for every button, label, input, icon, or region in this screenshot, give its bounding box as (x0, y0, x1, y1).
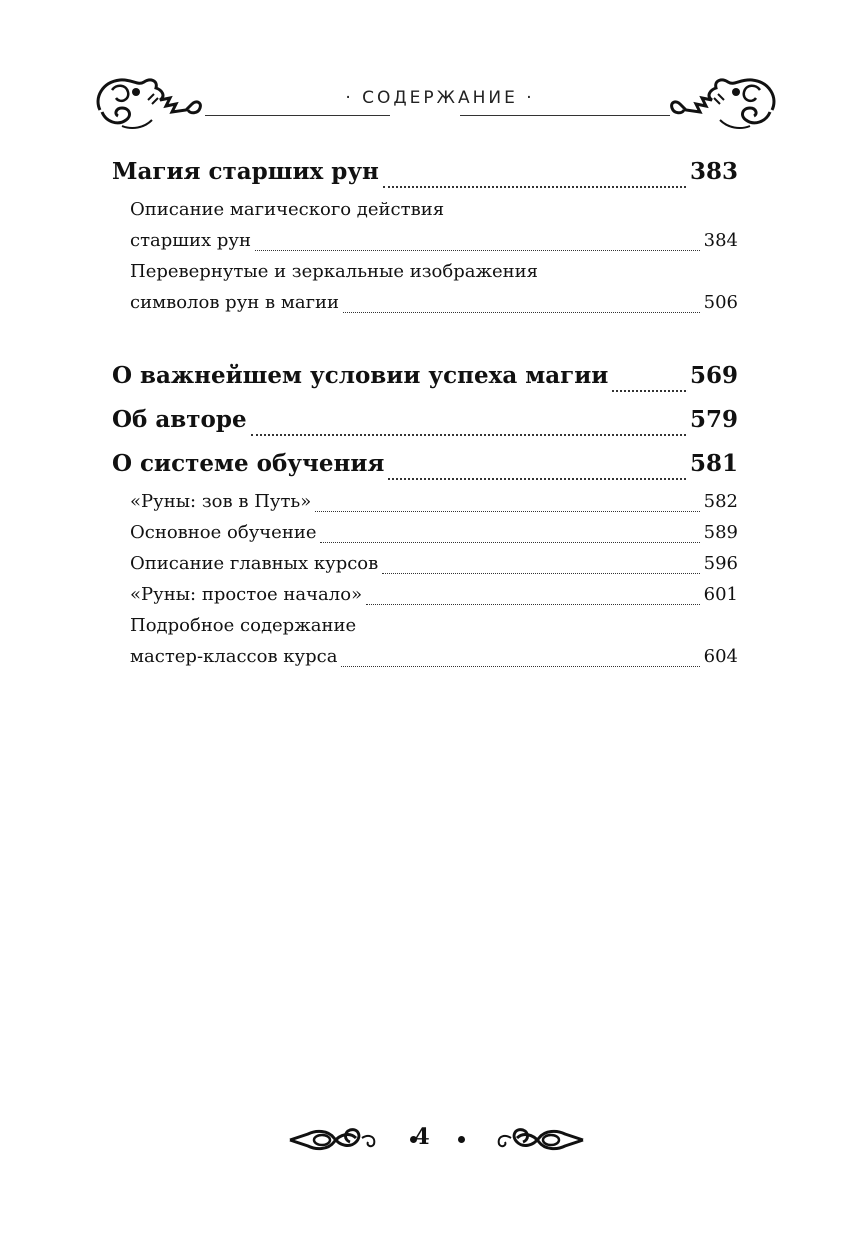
running-header-title: · СОДЕРЖАНИЕ · (345, 88, 535, 108)
toc-subentry[interactable] (112, 225, 738, 256)
toc-entry-section[interactable] (112, 150, 738, 194)
toc-entry-page: 383 (689, 158, 738, 185)
toc-entry-page: 579 (689, 406, 738, 433)
toc-subentry[interactable] (112, 517, 738, 548)
toc-subentry-line[interactable]: Описание магического действия (130, 199, 445, 220)
spacer (112, 318, 738, 354)
dot-leader (255, 250, 700, 251)
toc-entry-title: Магия старших рун (112, 158, 379, 185)
knot-ornament-left-icon (288, 1118, 383, 1162)
toc-subentry-page: 604 (703, 646, 738, 667)
dot-leader (388, 478, 686, 480)
toc-subentry-page: 582 (703, 491, 738, 512)
toc-subentry-title: Описание главных курсов (130, 553, 379, 574)
toc-entry-title: О системе обучения (112, 450, 385, 477)
dot-leader (366, 604, 700, 605)
toc-subentry[interactable] (112, 579, 738, 610)
knot-ornament-right-icon (490, 1118, 585, 1162)
page-footer (0, 1110, 844, 1170)
dot-leader (320, 542, 699, 543)
toc-subentry-title: мастер-классов курса (130, 646, 338, 667)
dot-leader (382, 573, 699, 574)
toc-entry-section[interactable] (112, 442, 738, 486)
dragon-ornament-right-icon (660, 70, 780, 132)
toc-subentry-page: 596 (703, 553, 738, 574)
toc-subentry[interactable] (112, 641, 738, 672)
toc-subentry-page: 384 (703, 230, 738, 251)
dot-leader (383, 186, 686, 188)
toc-subentry-title: старших рун (130, 230, 252, 251)
dot-leader (612, 390, 686, 392)
toc-subentry-page: 506 (703, 292, 738, 313)
dot-leader (315, 511, 699, 512)
toc-entry-title: Об авторе (112, 406, 247, 433)
toc-subentry-title: Основное обучение (130, 522, 317, 543)
toc-subentry-title: «Руны: простое начало» (130, 584, 363, 605)
toc-subentry[interactable] (112, 486, 738, 517)
header-rule-left (205, 115, 390, 116)
toc-entry-section[interactable] (112, 354, 738, 398)
toc-entry-page: 581 (689, 450, 738, 477)
toc-entry-page: 569 (689, 362, 738, 389)
header-rule-right (460, 115, 670, 116)
toc-subentry[interactable] (112, 548, 738, 579)
toc-subentry[interactable] (112, 287, 738, 318)
page-header (0, 0, 844, 140)
toc-subentry-page: 601 (703, 584, 738, 605)
dragon-ornament-left-icon (92, 70, 212, 132)
toc-subentry-title: «Руны: зов в Путь» (130, 491, 312, 512)
table-of-contents (112, 150, 738, 672)
dot-leader (343, 312, 700, 313)
toc-subentry-line[interactable]: Перевернутые и зеркальные изображения (130, 261, 539, 282)
toc-subentry-title: символов рун в магии (130, 292, 340, 313)
toc-subentry-page: 589 (703, 522, 738, 543)
dot-leader (251, 434, 686, 436)
toc-entry-title: О важнейшем условии успеха магии (112, 362, 609, 389)
toc-entry-section[interactable] (112, 398, 738, 442)
page-number: 4 (414, 1124, 430, 1150)
toc-subentry-line[interactable]: Подробное содержание (130, 615, 357, 636)
dot-leader (341, 666, 699, 667)
bullet-right (458, 1136, 465, 1143)
